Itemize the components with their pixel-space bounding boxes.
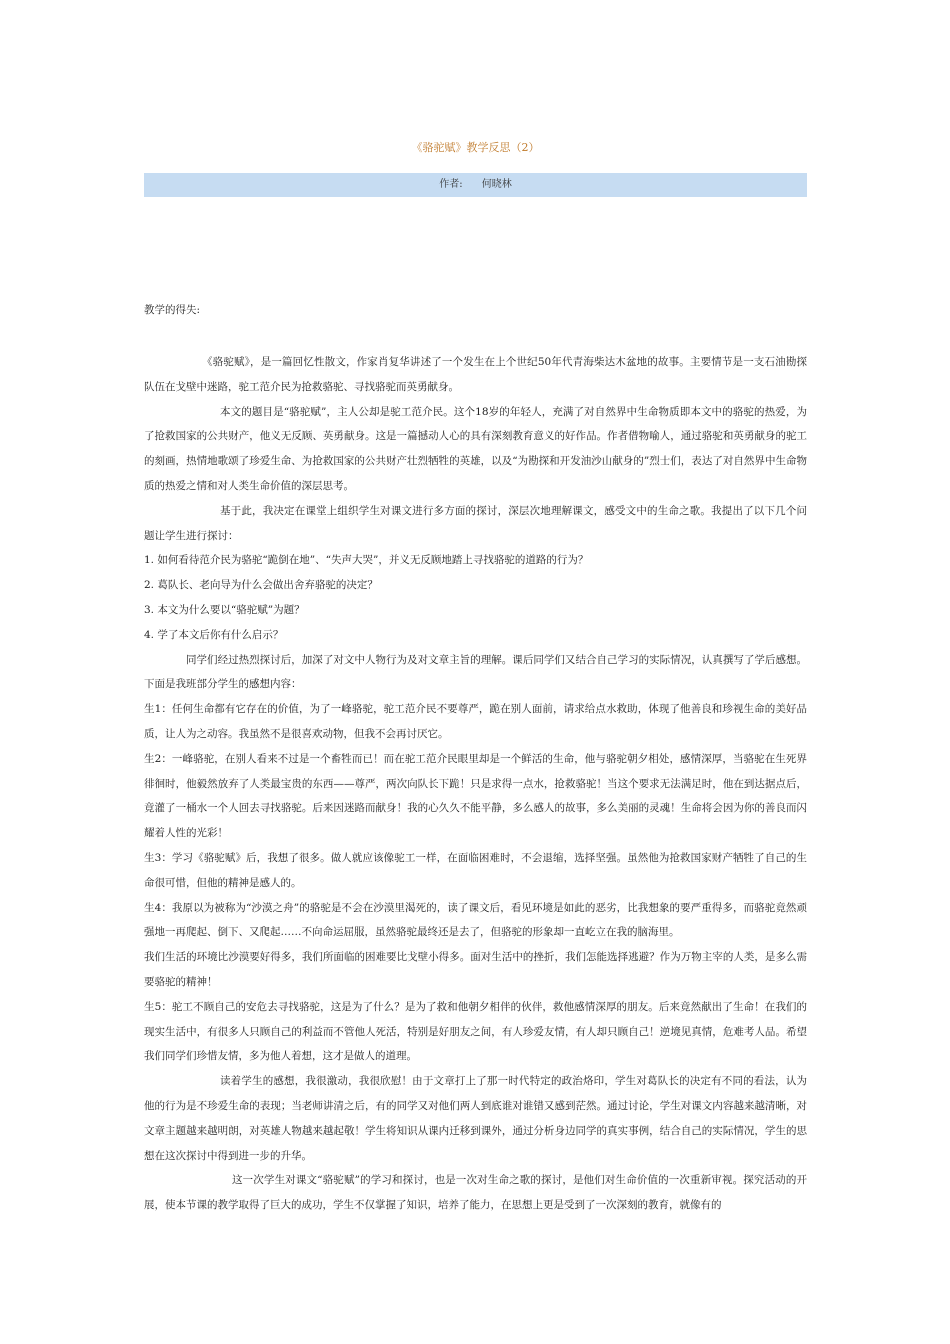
section-heading: 教学的得失: <box>144 304 201 316</box>
question-item: 2. 葛队长、老向导为什么会做出舍弃骆驼的决定？ <box>144 579 378 592</box>
author-label: 作者: <box>439 179 463 190</box>
document-title: 《骆驼赋》教学反思（2） <box>411 141 540 154</box>
author-name: 何晓林 <box>481 179 512 190</box>
paragraph: 这一次学生对课文“骆驼赋”的学习和探讨，也是一次对生命之歌的探讨，是他们对生命价值的一次重新审视。探究活动的开展，使本节课的教学取得了巨大的成功，学生不仅掌握了知识，培养了能力，在思想上更是受到了一次深刻的教育，就像有的 <box>144 1174 807 1212</box>
paragraph: 同学们经过热烈探讨后，加深了对文中人物行为及对文章主旨的理解。课后同学们又结合自己学习的实际情况，认真撰写了学后感想。下面是我班部分学生的感想内容： <box>144 653 807 691</box>
paragraph: 我们生活的环境比沙漠要好得多，我们所面临的困难要比戈壁小得多。面对生活中的挫折，我们怎能选择逃避？作为万物主宰的人类，是多么需要骆驼的精神！ <box>144 951 807 988</box>
paragraph: 基于此，我决定在课堂上组织学生对课文进行多方面的探讨，深层次地理解课文，感受文中的生命之歌。我提出了以下几个问题让学生进行探讨： <box>144 504 807 542</box>
question-item: 4. 学了本文后你有什么启示？ <box>144 628 284 641</box>
student-response: 生1：任何生命都有它存在的价值，为了一峰骆驼，驼工范介民不要尊严，跪在别人面前，请求给点水救助，体现了他善良和珍视生命的美好品质，让人为之动容。我虽然不是很喜欢动物，但我不会再讨厌它。 <box>144 703 807 740</box>
student-response: 生2：一峰骆驼，在别人看来不过是一个畜牲而已！而在驼工范介民眼里却是一个鲜活的生命，他与骆驼朝夕相处，感情深厚，当骆驼在生死界徘徊时，他毅然放弃了人类最宝贵的东西——尊严，两次向队长下跪！只是求得一点水，抢救骆驼！当这个要求无法满足时，他在到达据点后，竟灌了一桶水一个人回去寻找骆驼。后来因迷路而献身！我的心久久不能平静，多么感人的故事，多么美丽的灵魂！生命将会因为你的善良而闪耀着人性的光彩！ <box>144 752 807 840</box>
student-response: 生3：学习《骆驼赋》后，我想了很多。做人就应该像驼工一样，在面临困难时，不会退缩，选择坚强。虽然他为抢救国家财产牺牲了自己的生命很可惜，但他的精神是感人的。 <box>144 851 807 889</box>
student-response: 生5：驼工不顾自己的安危去寻找骆驼，这是为了什么？是为了救和他朝夕相伴的伙伴，救他感情深厚的朋友。后来竟然献出了生命！在我们的现实生活中，有很多人只顾自己的利益而不管他人死活，特别是好朋友之间，有人珍爱友情，有人却只顾自己！逆境见真情，危难考人品。希望我们同学们珍惜友情，多为他人着想，这才是做人的道理。 <box>144 1000 807 1063</box>
question-item: 3. 本文为什么要以“骆驼赋”为题？ <box>144 603 305 616</box>
article-body <box>144 350 807 1218</box>
paragraph: 读着学生的感想，我很激动，我很欣慰！由于文章打上了那一时代特定的政治烙印，学生对葛队长的决定有不同的看法，认为他的行为是不珍爱生命的表现；当老师讲清之后，有的同学又对他们两人到底谁对谁错又感到茫然。通过讨论，学生对课文内容越来越清晰，对文章主题越来越明朗，对英雄人物越来越起敬！学生将知识从课内迁移到课外，通过分析身边同学的真实事例，结合自己的实际情况，学生的思想在这次探讨中得到进一步的升华。 <box>144 1075 807 1162</box>
question-item: 1. 如何看待范介民为骆驼“跪倒在地”、“失声大哭”，并义无反顾地踏上寻找骆驼的道路的行为？ <box>144 554 589 567</box>
paragraph: 《骆驼赋》，是一篇回忆性散文，作家肖复华讲述了一个发生在上个世纪50年代青海柴达木盆地的故事。主要情节是一支石油勘探队伍在戈壁中迷路，驼工范介民为抢救骆驼、寻找骆驼而英勇献身。 <box>144 356 807 393</box>
author-bar <box>144 173 807 197</box>
student-response: 生4：我原以为被称为“沙漠之舟”的骆驼是不会在沙漠里渴死的，读了课文后，看见环境是如此的恶劣，比我想象的要严重得多，而骆驼竟然顽强地一再爬起、倒下、又爬起……不向命运屈服，虽然骆驼最终还是去了，但骆驼的形象却一直屹立在我的脑海里。 <box>144 901 807 939</box>
paragraph: 本文的题目是“骆驼赋”，主人公却是驼工范介民。这个18岁的年轻人，充满了对自然界中生命物质即本文中的骆驼的热爱，为了抢救国家的公共财产，他义无反顾、英勇献身。这是一篇撼动人心的具有深刻教育意义的好作品。作者借物喻人，通过骆驼和英勇献身的驼工的刻画，热情地歌颂了珍爱生命、为抢救国家的公共财产壮烈牺牲的英雄，以及“为勘探和开发油沙山献身的”烈士们，表达了对自然界中生命物质的热爱之情和对人类生命价值的深层思考。 <box>144 405 807 492</box>
